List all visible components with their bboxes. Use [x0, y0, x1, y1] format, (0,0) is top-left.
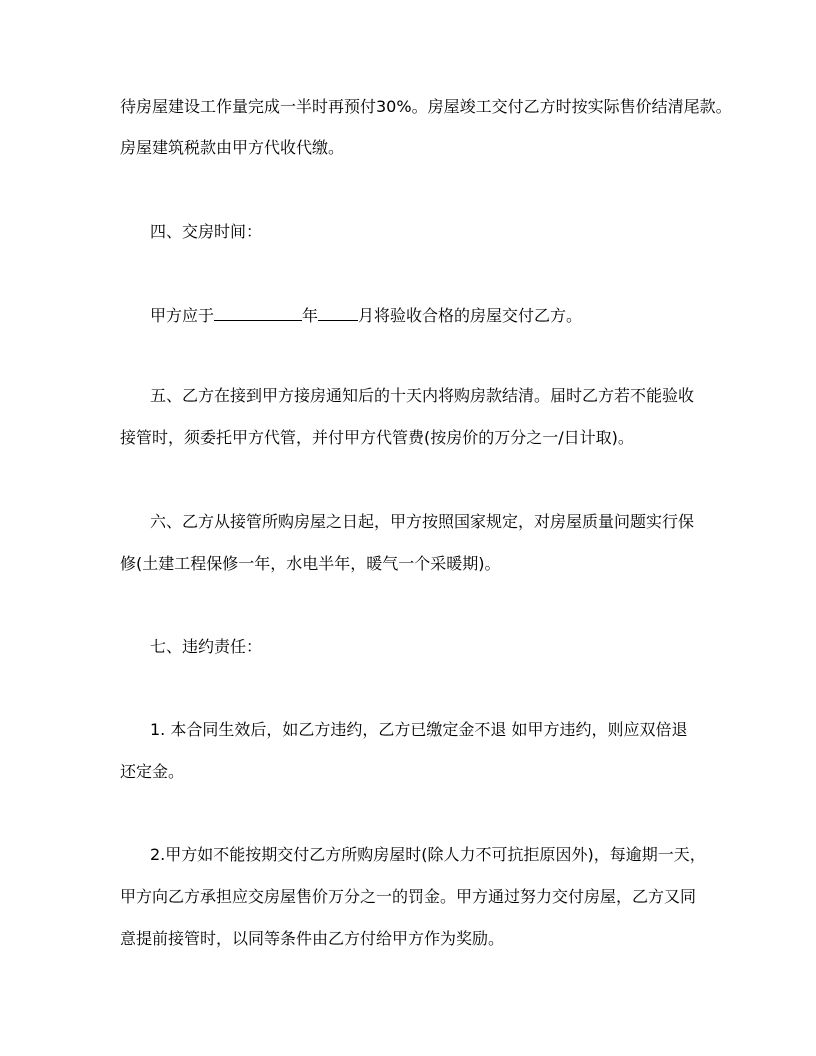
payment-terms-line-2: 房屋建筑税款由甲方代收代缴。: [120, 138, 345, 157]
year-blank: [214, 304, 302, 321]
month-blank: [318, 304, 358, 321]
year-unit: 年: [302, 306, 319, 325]
section-5-line-2: 接管时，须委托甲方代管，并付甲方代管费(按房价的万分之一/日计取)。: [120, 428, 634, 447]
payment-terms-line-1: 待房屋建设工作量完成一半时再预付30%。房屋竣工交付乙方时按实际售价结清尾款。: [120, 97, 732, 116]
delivery-suffix: 月将验收合格的房屋交付乙方。: [358, 306, 583, 325]
clause-2-line-3: 意提前接管时，以同等条件由乙方付给甲方作为奖励。: [120, 929, 505, 948]
delivery-prefix: 甲方应于: [150, 306, 215, 325]
delivery-date-line: [150, 304, 750, 326]
section-4-heading: 四、交房时间：: [150, 222, 263, 241]
section-6-line-2: 修(土建工程保修一年，水电半年，暖气一个采暖期)。: [120, 554, 501, 573]
clause-2-line-2: 甲方向乙方承担应交房屋售价万分之一的罚金。甲方通过努力交付房屋，乙方又同: [120, 887, 697, 906]
clause-1-line-1: 1. 本合同生效后，如乙方违约，乙方已缴定金不退 如甲方违约，则应双倍退: [150, 720, 688, 739]
clause-2-line-1: 2.甲方如不能按期交付乙方所购房屋时(除人力不可抗拒原因外)，每逾期一天，: [150, 845, 706, 864]
section-6-line-1: 六、乙方从接管所购房屋之日起，甲方按照国家规定，对房屋质量问题实行保: [150, 512, 695, 531]
section-5-line-1: 五、乙方在接到甲方接房通知后的十天内将购房款结清。届时乙方若不能验收: [150, 386, 695, 405]
clause-1-line-2: 还定金。: [120, 762, 185, 781]
section-7-heading: 七、违约责任：: [150, 637, 263, 656]
